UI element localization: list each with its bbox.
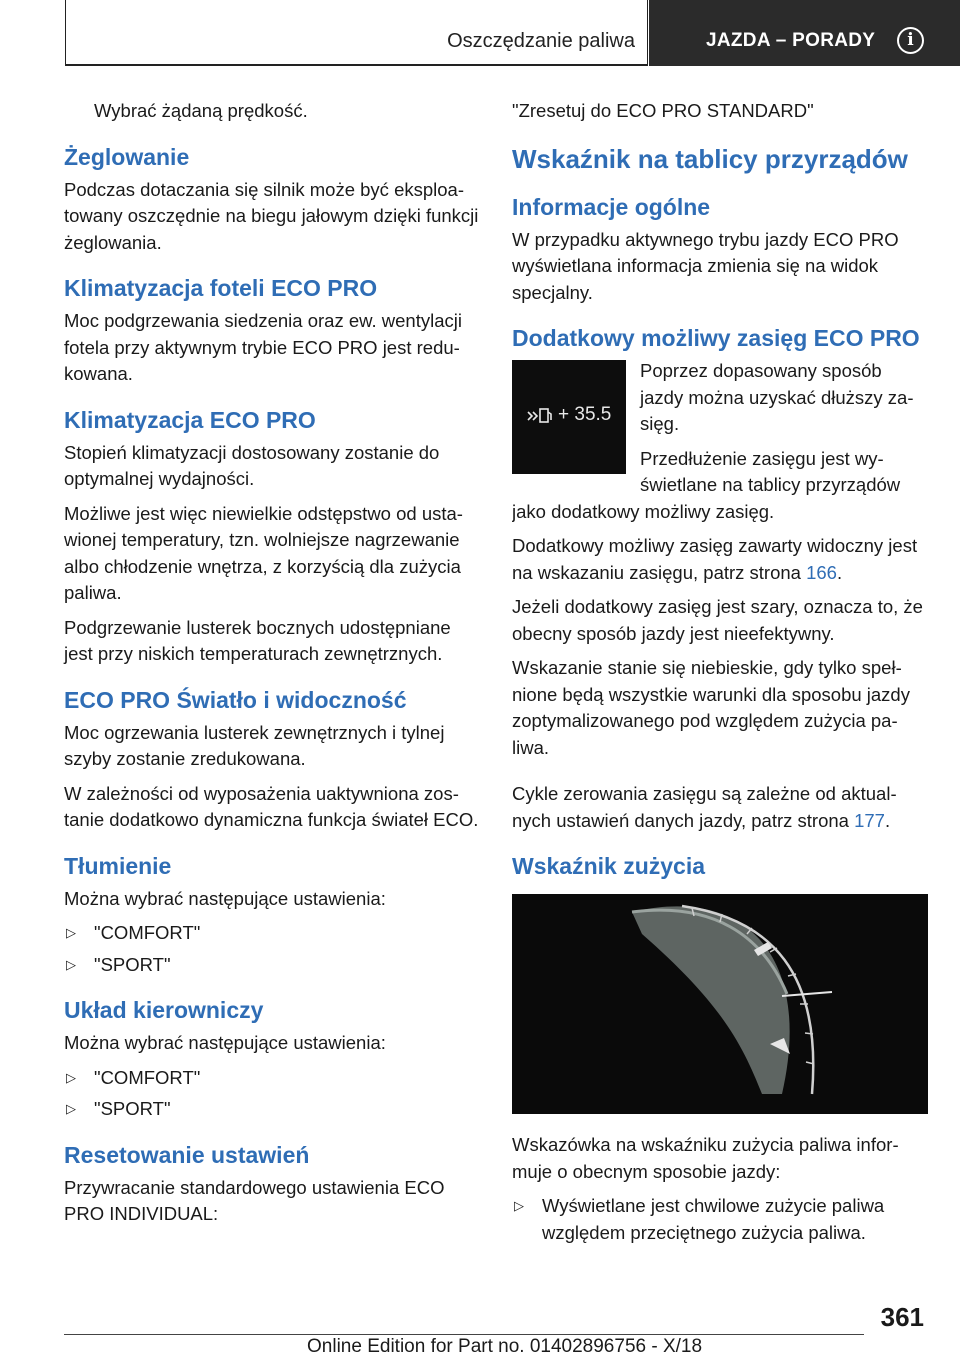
paragraph-range-6: Cykle zerowania zasięgu są zależne od aktualnych ustawień danych jazdy, patrz strona 177. [512, 783, 897, 831]
consumption-gauge-image [512, 894, 928, 1114]
bullet-triangle-icon: ▷ [66, 1101, 76, 1116]
paragraph-sailing: Podczas dotaczania się silnik może być eksploatowany oszczędnie na biegu jałowym dzięki funkcji żeglowania. [64, 178, 479, 253]
page-header [0, 0, 960, 66]
paragraph-light-2: W zależności od wyposażenia uaktywniona zostanie dodatkowo dynamiczna funkcja świateł ECO. [64, 782, 479, 830]
range-value: + 35.5 [558, 404, 612, 425]
heading-general-info: Informacje ogólne [512, 193, 711, 220]
bullet-triangle-icon: ▷ [66, 1069, 76, 1085]
page-link-166[interactable]: 166 [806, 561, 837, 583]
paragraph-steering: Można wybrać następujące ustawienia: [64, 1032, 386, 1053]
left-column [64, 98, 484, 1236]
paragraph-range-2: Przedłużenie zasięgu jest wyświetlane na tablicy przyrządów jako dodatkowy możliwy zasięg. [512, 447, 901, 522]
heading-consumption: Wskaźnik zużycia [512, 853, 706, 879]
header-divider-middle [647, 0, 648, 66]
steering-options [64, 1065, 484, 1123]
bullet-triangle-icon: ▷ [66, 956, 76, 972]
heading-extra-range: Dodatkowy możliwy zasięg ECO PRO [512, 325, 920, 351]
consumption-gauge-graphic [512, 894, 928, 1114]
chapter-title: Oszczędzanie paliwa [447, 30, 635, 52]
footer-divider [64, 1334, 864, 1335]
list-item: ▷ "SPORT" [64, 952, 484, 979]
heading-reset: Resetowanie ustawień [64, 1141, 310, 1168]
consumption-list [512, 1193, 928, 1246]
paragraph-range-3: Dodatkowy możliwy zasięg zawarty widoczny jest na wskazaniu zasięgu, patrz strona 166. [512, 535, 918, 583]
paragraph-general-info: W przypadku aktywnego trybu jazdy ECO PRO wyświetlana informacja zmienia się na widok specjalny. [512, 228, 899, 303]
reset-option-text: "Zresetuj do ECO PRO STANDARD" [512, 100, 814, 121]
paragraph-climate-2: Możliwe jest więc niewielkie odstępstwo od ustawionej temperatury, tzn. wolniejsze nagrzewanie albo chłodzenie wnętrza, z korzyścią dla zużycia paliwa. [64, 502, 463, 603]
heading-steering: Układ kierowniczy [64, 997, 264, 1023]
heading-sailing: Żeglowanie [64, 143, 190, 170]
list-item: ▷ "COMFORT" [64, 1065, 484, 1092]
page-link-177[interactable]: 177 [854, 809, 885, 831]
paragraph-range-4: Jeżeli dodatkowy zasięg jest szary, oznacza to, że obecny sposób jazdy jest nieefektywny. [512, 596, 923, 644]
edition-text: Online Edition for Part no. 01402896756 - X/18 [307, 1336, 703, 1357]
heading-climate: Klimatyzacja ECO PRO [64, 406, 316, 433]
header-divider-bottom [65, 64, 648, 66]
heading-light: ECO PRO Światło i widoczność [64, 686, 407, 713]
paragraph-reset: Przywracanie standardowego ustawienia ECO PRO INDIVIDUAL: [64, 1176, 445, 1224]
paragraph-damping: Można wybrać następujące ustawienia: [64, 887, 386, 909]
section-title[interactable]: JAZDA – PORADY [706, 30, 876, 51]
info-icon[interactable]: i [897, 27, 924, 54]
paragraph-climate-1: Stopień klimatyzacji dostosowany zostanie do optymalnej wydajności. [64, 441, 440, 489]
right-column [512, 98, 928, 1252]
damping-options [64, 920, 484, 978]
range-display-image [512, 360, 626, 474]
header-divider-left [65, 0, 66, 66]
extra-range-block [512, 358, 928, 533]
heading-seat-climate: Klimatyzacja foteli ECO PRO [64, 275, 378, 301]
bullet-triangle-icon: ▷ [514, 1198, 524, 1213]
list-item: ▷ Wyświetlane jest chwilowe zużycie paliwa względem przeciętnego zużycia paliwa. [514, 1195, 885, 1243]
paragraph-range-1: Poprzez dopasowany sposób jazdy można uzyskać dłuższy zasięg. [640, 360, 914, 434]
paragraph-seat-climate: Moc podgrzewania siedzenia oraz ew. wentylacji fotela przy aktywnym trybie ECO PRO jest redukowana. [64, 310, 462, 384]
page-number: 361 [880, 1302, 924, 1332]
paragraph-consumption: Wskazówka na wskaźniku zużycia paliwa informuje o obecnym sposobie jazdy: [512, 1134, 899, 1182]
intro-text: Wybrać żądaną prędkość. [94, 100, 308, 121]
heading-instrument-display: Wskaźnik na tablicy przyrządów [512, 143, 908, 174]
paragraph-light-1: Moc ogrzewania lusterek zewnętrznych i tylnej szyby zostanie zredukowana. [64, 721, 445, 769]
heading-damping: Tłumienie [64, 852, 172, 879]
paragraph-range-5: Wskazanie stanie się niebieskie, gdy tylko spełnione będą wszystkie warunki dla sposobu jazdy zoptymalizowanego pod względem zużycia paliwa. [512, 657, 910, 758]
bullet-triangle-icon: ▷ [66, 925, 76, 940]
list-item: ▷ "SPORT" [64, 1096, 484, 1123]
paragraph-climate-3: Podgrzewanie lusterek bocznych udostępniane jest przy niskich temperaturach zewnętrznych. [64, 616, 451, 664]
list-item: ▷ "COMFORT" [64, 920, 484, 947]
